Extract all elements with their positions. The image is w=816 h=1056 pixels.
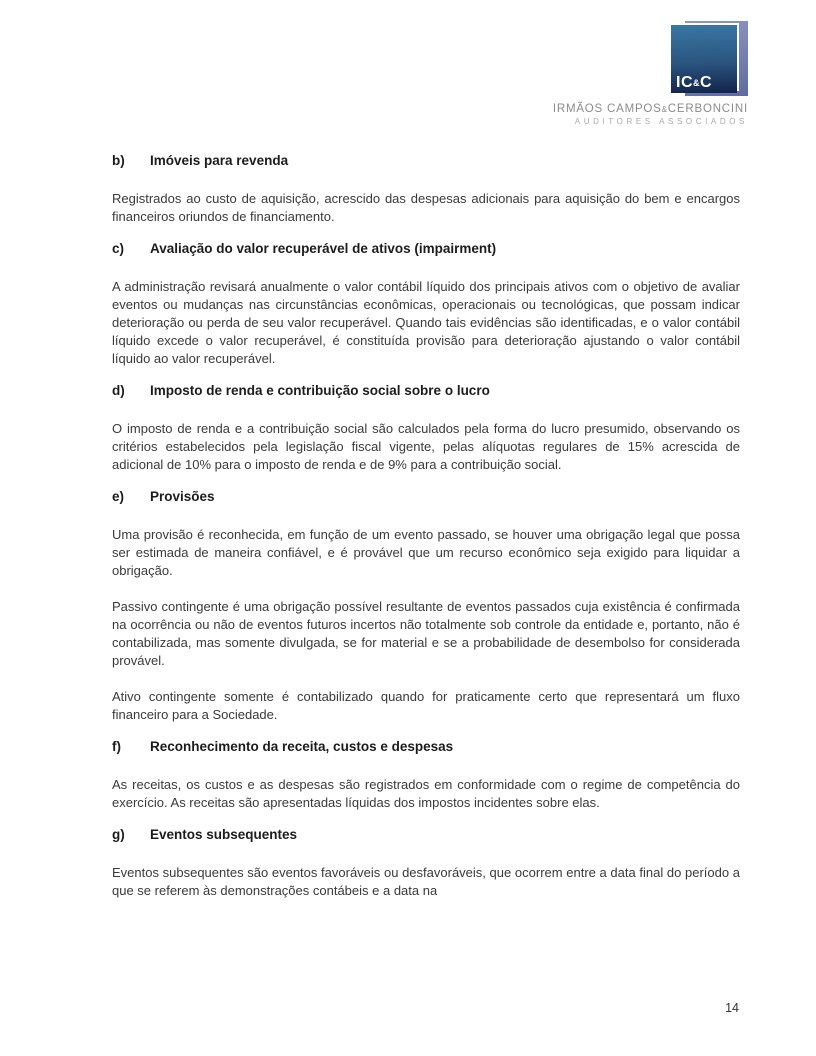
section-paragraph: Eventos subsequentes são eventos favoráveis ou desfavoráveis, que ocorrem entre a data final do período a que se referem às demonstrações contábeis e a data na [112, 865, 740, 898]
section-paragraph: Uma provisão é reconhecida, em função de um evento passado, se houver uma obrigação legal que possa ser estimada de maneira confiável, e é provável que um recurso econômico seja exigido para liquidar a obrigação. [112, 527, 740, 578]
section-heading [112, 488, 740, 506]
section-c [112, 240, 740, 368]
company-name-left: IRMÃOS CAMPOS [552, 103, 662, 115]
section-heading [112, 240, 740, 258]
section-title: Eventos subsequentes [150, 827, 298, 842]
monogram-right: C [700, 74, 713, 91]
company-name-ampersand: & [661, 105, 668, 114]
section-paragraph: As receitas, os custos e as despesas são registrados em conformidade com o regime de competência do exercício. As receitas são apresentadas líquidas dos impostos incidentes sobre elas. [112, 777, 740, 810]
section-heading [112, 152, 740, 170]
section-letter: d) [112, 383, 125, 398]
section-letter: c) [112, 241, 125, 256]
section-title: Imposto de renda e contribuição social sobre o lucro [150, 383, 490, 398]
section-paragraph: Registrados ao custo de aquisição, acrescido das despesas adicionais para aquisição do bem e encargos financeiros oriundos de financiamento. [112, 191, 740, 224]
section-heading [112, 382, 740, 400]
section-title: Imóveis para revenda [150, 153, 289, 168]
section-paragraph: A administração revisará anualmente o valor contábil líquido dos principais ativos com o objetivo de avaliar eventos ou mudanças nas circunstâncias econômicas, operacionais ou tecnológicas, que possam indicar deterioração ou perda de seu valor recuperável. Quando tais evidências são identificadas, e o valor contábil líquido excede o valor recuperável, é constituída provisão para deterioração ajustando o valor contábil líquido ao valor recuperável. [112, 279, 740, 366]
section-letter: g) [112, 827, 125, 842]
section-b [112, 152, 740, 226]
section-title: Provisões [150, 489, 215, 504]
logo-squares [528, 21, 748, 98]
section-letter: f) [112, 739, 121, 754]
section-heading [112, 826, 740, 844]
company-logo [528, 21, 748, 126]
logo-monogram [676, 75, 712, 91]
section-e [112, 488, 740, 724]
logo-front-square [671, 25, 737, 93]
section-paragraph: Ativo contingente somente é contabilizado quando for praticamente certo que representará um fluxo financeiro para a Sociedade. [112, 689, 740, 722]
section-f [112, 738, 740, 812]
company-name-right: CERBONCINI [667, 103, 748, 115]
company-name [528, 103, 748, 116]
section-title: Avaliação do valor recuperável de ativos (impairment) [150, 241, 497, 256]
page-number: 14 [725, 1001, 739, 1015]
document-content [112, 153, 740, 918]
monogram-left: IC [676, 74, 693, 91]
section-paragraph: O imposto de renda e a contribuição social são calculados pela forma do lucro presumido, observando os critérios estabelecidos pela legislação fiscal vigente, pelas alíquotas regulares de 15% acrescida de adicional de 10% para o imposto de renda e de 9% para a contribuição social. [112, 421, 740, 472]
section-letter: e) [112, 489, 125, 504]
section-paragraph: Passivo contingente é uma obrigação possível resultante de eventos passados cuja existência é confirmada na ocorrência ou não de eventos futuros incertos não totalmente sob controle da entidade e, portanto, não é contabilizada, mas somente divulgada, se for material e se a probabilidade de desembolso for considerada provável. [112, 599, 740, 668]
monogram-ampersand: & [693, 78, 700, 88]
section-g [112, 826, 740, 900]
company-subtitle: AUDITORES ASSOCIADOS [574, 117, 748, 126]
section-title: Reconhecimento da receita, custos e despesas [150, 739, 454, 754]
section-letter: b) [112, 153, 125, 168]
section-heading [112, 738, 740, 756]
section-d [112, 382, 740, 474]
